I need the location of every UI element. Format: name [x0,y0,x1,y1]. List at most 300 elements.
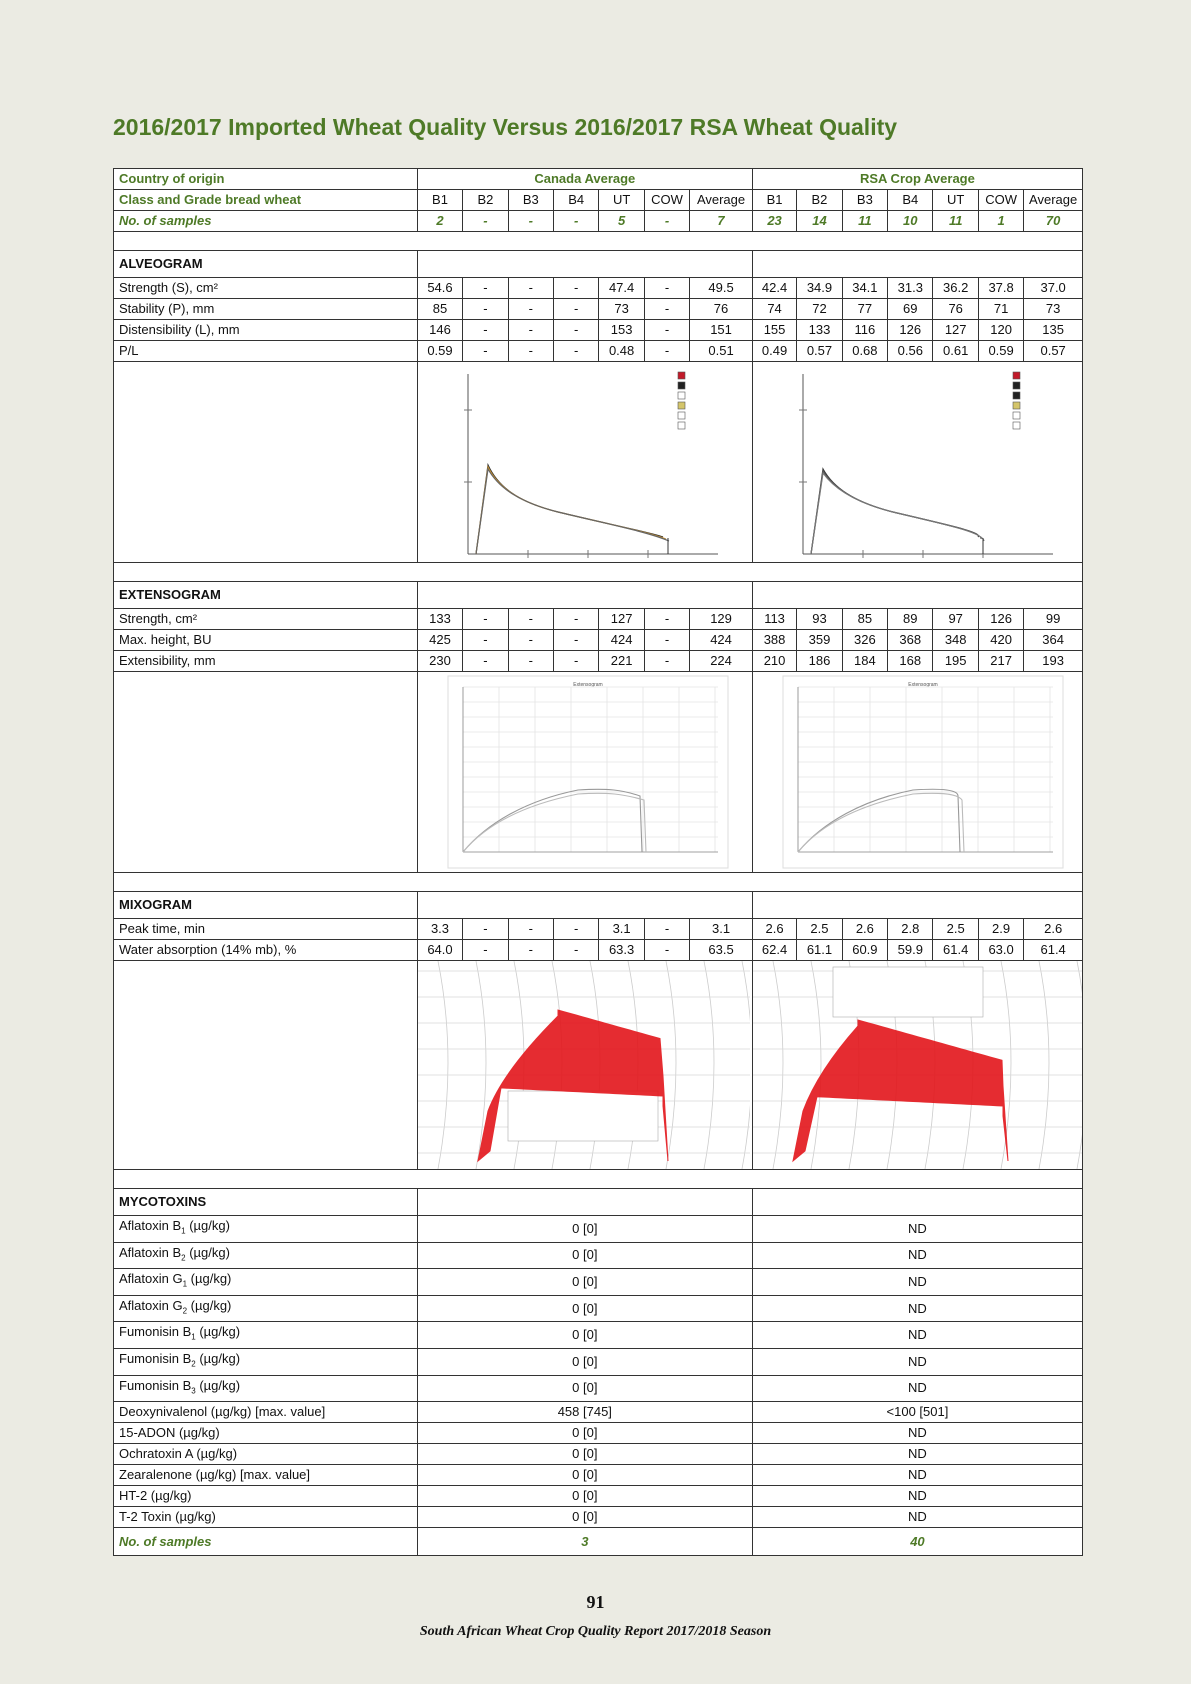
value-ca: - [463,320,508,341]
samples-ca: - [554,211,599,232]
grid-line-v [742,961,750,1169]
value-ca: 64.0 [417,940,462,961]
col-header-ca: B4 [554,190,599,211]
alveogram-image-row [114,362,1083,563]
samples-row [114,211,1083,232]
mycotoxin-label [114,1322,418,1349]
mycotoxin-row [114,1402,1083,1423]
alveogram-section-title: ALVEOGRAM [114,251,418,278]
mycotoxin-subscript: 2 [181,1253,186,1263]
spacer-cell [114,563,1083,582]
alveogram-curve [476,465,663,554]
col-header-rsa: COW [978,190,1023,211]
spacer-row [114,563,1083,582]
mycotoxin-subscript: 2 [182,1306,188,1316]
mycotoxin-value-rsa: ND [752,1322,1082,1349]
data-row [114,919,1083,940]
value-ca: 63.5 [690,940,753,961]
legend-marker [678,422,685,429]
col-header-ca: B3 [508,190,553,211]
value-rsa: 2.6 [1024,919,1083,940]
value-ca: - [554,299,599,320]
value-rsa: 74 [752,299,796,320]
value-ca: 3.1 [690,919,753,940]
mycotoxin-row [114,1486,1083,1507]
canada-header: Canada Average [417,169,752,190]
mycotoxin-name: Ochratoxin A (µg/kg) [119,1446,238,1462]
value-rsa: 116 [842,320,887,341]
value-ca: 224 [690,651,753,672]
mixogram-trace [793,1020,1008,1161]
samples-rsa: 23 [752,211,796,232]
mycotoxin-value-rsa: ND [752,1216,1082,1243]
mycotoxin-unit: (µg/kg) [195,1324,241,1340]
mycotoxin-samples-ca: 3 [417,1528,752,1556]
mycotoxin-label [114,1269,418,1296]
spacer-cell [114,873,1083,892]
value-ca: 424 [690,630,753,651]
row-label: Water absorption (14% mb), % [114,940,418,961]
samples-ca: 7 [690,211,753,232]
data-row [114,278,1083,299]
blank-cell [417,251,752,278]
mycotoxin-label [114,1375,418,1402]
mycotoxin-row [114,1216,1083,1243]
mycotoxin-unit: (µg/kg) [195,1350,241,1366]
legend-marker [678,392,685,399]
value-rsa: 195 [933,651,978,672]
mycotoxin-value-ca: 0 [0] [417,1216,752,1243]
value-rsa: 62.4 [752,940,796,961]
blank-cell [114,961,418,1170]
mycotoxin-label [114,1216,418,1243]
extensogram-ca-cell [417,672,752,873]
legend-marker [1013,392,1020,399]
blank-cell [752,582,1082,609]
value-ca: - [463,940,508,961]
value-ca: 151 [690,320,753,341]
alveogram-curve [811,473,984,554]
legend-marker [678,412,685,419]
value-rsa: 2.8 [888,919,933,940]
value-rsa: 0.57 [797,341,842,362]
mixogram-info-label [508,1091,658,1141]
value-ca: 3.3 [417,919,462,940]
grid-line-v [773,961,783,1169]
col-header-rsa: UT [933,190,978,211]
footer-text: South African Wheat Crop Quality Report 2017/2018 Season [419,1624,772,1639]
legend-marker [1013,402,1020,409]
page-number: 91 [586,1592,605,1612]
value-rsa: 113 [752,609,796,630]
mycotoxin-value-rsa: ND [752,1444,1082,1465]
legend-marker [678,402,685,409]
value-rsa: 63.0 [978,940,1023,961]
col-header-rsa: Average [1024,190,1083,211]
row-label: Stability (P), mm [114,299,418,320]
value-rsa: 61.4 [1024,940,1083,961]
mycotoxin-label [114,1348,418,1375]
alveogram-ca-cell [417,362,752,563]
country-row [114,169,1083,190]
value-rsa: 99 [1024,609,1083,630]
value-ca: - [463,278,508,299]
samples-ca: - [463,211,508,232]
mycotoxin-row [114,1322,1083,1349]
mixogram-rsa-chart [753,961,1083,1169]
grid-line-v [811,961,821,1169]
value-ca: 63.3 [599,940,644,961]
blank-cell [417,1189,752,1216]
mycotoxin-label [114,1423,418,1444]
samples-label: No. of samples [114,211,418,232]
samples-rsa: 11 [842,211,887,232]
mycotoxin-value-rsa: ND [752,1295,1082,1322]
spacer-row [114,873,1083,892]
value-ca: - [644,919,689,940]
value-ca: 221 [599,651,644,672]
value-ca: 85 [417,299,462,320]
value-ca: - [554,651,599,672]
value-rsa: 0.56 [888,341,933,362]
value-ca: - [644,278,689,299]
value-ca: - [508,940,553,961]
mycotoxin-name: Zearalenone (µg/kg) [max. value] [119,1467,311,1483]
data-row [114,940,1083,961]
row-label: P/L [114,341,418,362]
col-header-rsa: B4 [888,190,933,211]
grid-line-v [1039,961,1049,1169]
extensogram-chart-title: Extensogram [573,682,603,688]
value-rsa: 2.5 [933,919,978,940]
value-ca: - [508,341,553,362]
col-header-rsa: B1 [752,190,796,211]
value-ca: 0.51 [690,341,753,362]
legend-marker [1013,412,1020,419]
value-ca: - [554,278,599,299]
samples-rsa: 10 [888,211,933,232]
col-header-rsa: B3 [842,190,887,211]
col-header-ca: UT [599,190,644,211]
mycotoxin-name: Fumonisin B [119,1324,192,1340]
data-row [114,651,1083,672]
mycotoxin-name: Aflatoxin G [119,1297,183,1313]
value-ca: - [554,320,599,341]
spacer-cell [114,1170,1083,1189]
mycotoxin-row [114,1295,1083,1322]
row-label: Strength, cm² [114,609,418,630]
mycotoxin-value-rsa: ND [752,1375,1082,1402]
mixogram-rsa-cell [752,961,1082,1170]
samples-rsa: 11 [933,211,978,232]
blank-cell [417,892,752,919]
extensogram-section-row [114,582,1083,609]
mycotoxin-unit: (µg/kg) [187,1271,232,1287]
blank-cell [114,672,418,873]
value-rsa: 420 [978,630,1023,651]
alveogram-curve [476,467,666,554]
value-ca: - [644,630,689,651]
mycotoxin-value-rsa: ND [752,1507,1082,1528]
value-rsa: 0.49 [752,341,796,362]
value-rsa: 76 [933,299,978,320]
mycotoxin-name: Aflatoxin B [119,1244,182,1260]
value-ca: 153 [599,320,644,341]
row-label: Max. height, BU [114,630,418,651]
value-rsa: 133 [797,320,842,341]
mycotoxin-label [114,1444,418,1465]
value-ca: - [463,919,508,940]
rsa-header: RSA Crop Average [752,169,1082,190]
mycotoxin-subscript: 1 [182,1279,188,1289]
value-ca: 127 [599,609,644,630]
mycotoxin-label [114,1295,418,1322]
mycotoxin-samples-label: No. of samples [114,1528,418,1556]
mycotoxin-value-ca: 0 [0] [417,1242,752,1269]
grid-line-v [666,961,676,1169]
value-ca: 54.6 [417,278,462,299]
samples-rsa: 1 [978,211,1023,232]
value-rsa: 73 [1024,299,1083,320]
mycotoxin-value-ca: 0 [0] [417,1269,752,1296]
extensogram-ca-chart [418,672,750,872]
mycotoxin-label [114,1465,418,1486]
grid-line-v [704,961,714,1169]
value-rsa: 77 [842,299,887,320]
value-ca: 133 [417,609,462,630]
value-rsa: 217 [978,651,1023,672]
mycotoxin-value-ca: 0 [0] [417,1465,752,1486]
value-rsa: 348 [933,630,978,651]
mycotoxin-name: Fumonisin B [119,1350,192,1366]
value-rsa: 42.4 [752,278,796,299]
mycotoxin-value-rsa: ND [752,1465,1082,1486]
spacer-row [114,232,1083,251]
value-rsa: 210 [752,651,796,672]
mycotoxin-name: Deoxynivalenol (µg/kg) [max. value] [119,1404,326,1420]
col-header-ca: B2 [463,190,508,211]
value-rsa: 184 [842,651,887,672]
value-rsa: 37.0 [1024,278,1083,299]
mycotoxin-name: HT-2 (µg/kg) [119,1488,192,1504]
extensogram-plot-area [448,676,728,868]
mycotoxin-row [114,1348,1083,1375]
value-rsa: 85 [842,609,887,630]
mixogram-ca-cell [417,961,752,1170]
value-ca: - [508,299,553,320]
mycotoxin-value-ca: 0 [0] [417,1295,752,1322]
value-rsa: 34.9 [797,278,842,299]
country-label: Country of origin [114,169,418,190]
data-row [114,320,1083,341]
alveogram-rsa-chart [753,362,1083,562]
legend-marker [1013,422,1020,429]
mycotoxin-value-rsa: ND [752,1242,1082,1269]
mixogram-section-title: MIXOGRAM [114,892,418,919]
value-rsa: 71 [978,299,1023,320]
data-row [114,630,1083,651]
value-ca: 230 [417,651,462,672]
value-rsa: 126 [978,609,1023,630]
value-rsa: 2.6 [842,919,887,940]
value-rsa: 34.1 [842,278,887,299]
samples-rsa: 14 [797,211,842,232]
extensogram-rsa-cell [752,672,1082,873]
value-ca: - [554,940,599,961]
data-row [114,341,1083,362]
mycotoxin-subscript: 2 [191,1359,196,1369]
mycotoxins-section-row [114,1189,1083,1216]
mixogram-section-row [114,892,1083,919]
mycotoxin-row [114,1507,1083,1528]
value-ca: - [644,940,689,961]
value-rsa: 2.5 [797,919,842,940]
value-rsa: 0.57 [1024,341,1083,362]
mycotoxins-section-title: MYCOTOXINS [114,1189,418,1216]
mycotoxin-value-ca: 458 [745] [417,1402,752,1423]
mycotoxin-value-ca: 0 [0] [417,1375,752,1402]
value-ca: - [463,299,508,320]
value-ca: - [508,651,553,672]
mycotoxin-value-rsa: ND [752,1423,1082,1444]
value-ca: - [508,320,553,341]
alveogram-rsa-cell [752,362,1082,563]
value-ca: 425 [417,630,462,651]
value-ca: - [644,609,689,630]
legend-marker [678,382,685,389]
value-rsa: 36.2 [933,278,978,299]
mycotoxin-row [114,1444,1083,1465]
mycotoxin-unit: (µg/kg) [185,1244,230,1260]
value-ca: 73 [599,299,644,320]
samples-ca: - [644,211,689,232]
mycotoxin-label [114,1242,418,1269]
mycotoxin-value-ca: 0 [0] [417,1507,752,1528]
value-rsa: 364 [1024,630,1083,651]
mycotoxin-label [114,1402,418,1423]
value-rsa: 0.59 [978,341,1023,362]
mycotoxin-name: Fumonisin B [119,1377,192,1393]
extensogram-plot-area [783,676,1063,868]
alveogram-curve [476,469,669,554]
blank-cell [752,1189,1082,1216]
value-ca: - [644,651,689,672]
value-ca: 0.59 [417,341,462,362]
value-rsa: 60.9 [842,940,887,961]
value-ca: 146 [417,320,462,341]
grid-line-v [1077,961,1083,1169]
value-rsa: 37.8 [978,278,1023,299]
mycotoxin-subscript: 1 [191,1332,196,1342]
alveogram-curve [811,469,978,554]
mycotoxin-row [114,1375,1083,1402]
class-row [114,190,1083,211]
mycotoxin-name: Aflatoxin B [119,1218,182,1233]
row-label: Strength (S), cm² [114,278,418,299]
samples-ca: 5 [599,211,644,232]
row-label: Extensibility, mm [114,651,418,672]
legend-marker [1013,372,1020,379]
quality-table [113,168,1083,1556]
col-header-ca: COW [644,190,689,211]
value-ca: - [463,341,508,362]
value-ca: - [508,630,553,651]
mycotoxin-unit: (µg/kg) [195,1377,241,1393]
value-ca: - [644,341,689,362]
value-rsa: 72 [797,299,842,320]
value-rsa: 97 [933,609,978,630]
mycotoxin-row [114,1465,1083,1486]
mycotoxin-unit: (µg/kg) [187,1297,232,1313]
value-rsa: 61.4 [933,940,978,961]
value-rsa: 2.9 [978,919,1023,940]
spacer-cell [114,232,1083,251]
col-header-rsa: B2 [797,190,842,211]
value-ca: - [554,919,599,940]
value-rsa: 127 [933,320,978,341]
value-ca: 129 [690,609,753,630]
value-rsa: 368 [888,630,933,651]
page-title: 2016/2017 Imported Wheat Quality Versus 2016/2017 RSA Wheat Quality [113,114,898,140]
value-ca: - [644,320,689,341]
value-rsa: 168 [888,651,933,672]
value-ca: 47.4 [599,278,644,299]
mycotoxin-name: 15-ADON (µg/kg) [119,1425,220,1441]
value-rsa: 61.1 [797,940,842,961]
blank-cell [752,251,1082,278]
data-row [114,609,1083,630]
value-rsa: 120 [978,320,1023,341]
row-label: Peak time, min [114,919,418,940]
value-rsa: 2.6 [752,919,796,940]
value-ca: 424 [599,630,644,651]
value-rsa: 126 [888,320,933,341]
mycotoxin-subscript: 3 [191,1386,196,1396]
data-row [114,299,1083,320]
value-ca: 0.48 [599,341,644,362]
value-rsa: 89 [888,609,933,630]
value-ca: - [508,278,553,299]
mixogram-image-row [114,961,1083,1170]
grid-line-v [438,961,448,1169]
mycotoxin-name: Aflatoxin G [119,1271,183,1287]
value-rsa: 186 [797,651,842,672]
mycotoxin-subscript: 1 [181,1226,186,1236]
extensogram-rsa-chart [753,672,1083,872]
value-ca: 49.5 [690,278,753,299]
value-ca: - [554,609,599,630]
mycotoxin-row [114,1423,1083,1444]
mycotoxin-row [114,1269,1083,1296]
col-header-ca: B1 [417,190,462,211]
alveogram-ca-chart [418,362,750,562]
value-rsa: 0.68 [842,341,887,362]
samples-ca: - [508,211,553,232]
samples-rsa: 70 [1024,211,1083,232]
value-rsa: 326 [842,630,887,651]
mycotoxin-label [114,1486,418,1507]
mycotoxin-value-ca: 0 [0] [417,1423,752,1444]
blank-cell [417,582,752,609]
extensogram-chart-title: Extensogram [908,682,938,688]
legend-marker [678,372,685,379]
value-ca: - [554,341,599,362]
value-ca: - [463,609,508,630]
samples-ca: 2 [417,211,462,232]
value-rsa: 31.3 [888,278,933,299]
mycotoxin-samples-row [114,1528,1083,1556]
mycotoxin-value-rsa: <100 [501] [752,1402,1082,1423]
